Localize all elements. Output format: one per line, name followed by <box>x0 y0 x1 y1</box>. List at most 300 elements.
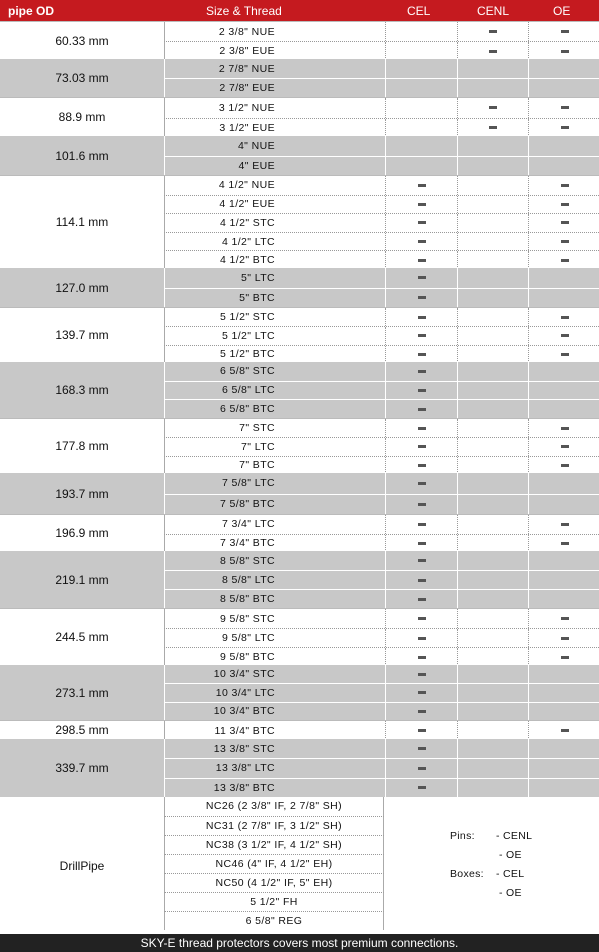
oe-cell <box>528 327 599 344</box>
oe-cell <box>528 196 599 214</box>
availability-mark-icon <box>561 729 569 732</box>
table-row <box>164 702 599 720</box>
cel-cell <box>385 473 457 494</box>
cenl-cell <box>457 739 528 758</box>
oe-cell <box>528 684 599 701</box>
availability-mark-icon <box>561 523 569 526</box>
table-row <box>164 268 599 288</box>
cenl-cell <box>457 214 528 232</box>
availability-mark-icon <box>561 542 569 545</box>
table-row <box>164 308 599 326</box>
cel-cell <box>385 648 457 666</box>
pipe-group <box>0 551 599 608</box>
cel-cell <box>385 684 457 701</box>
table-row <box>164 176 599 195</box>
oe-cell <box>528 473 599 494</box>
oe-cell <box>528 42 599 60</box>
cel-cell <box>385 515 457 534</box>
size-thread-cell: 5 1/2" BTC <box>220 348 275 361</box>
size-thread-cell: 2 7/8" EUE <box>219 82 275 94</box>
availability-mark-icon <box>418 691 426 694</box>
cel-cell <box>385 779 457 797</box>
size-thread-cell: 7" STC <box>239 422 275 435</box>
oe-cell <box>528 438 599 455</box>
table-row <box>164 494 599 515</box>
cel-cell <box>385 289 457 308</box>
cenl-cell <box>457 42 528 60</box>
cel-cell <box>385 419 457 437</box>
pipe-od-label: 168.3 mm <box>55 383 109 397</box>
availability-mark-icon <box>418 637 426 640</box>
oe-cell <box>528 362 599 381</box>
header-oe: OE <box>553 4 571 18</box>
size-thread-cell: 11 3/4" BTC <box>214 724 275 737</box>
oe-cell <box>528 79 599 97</box>
pipe-group <box>0 307 599 362</box>
cel-cell <box>385 268 457 288</box>
pipe-od-label: 177.8 mm <box>55 439 109 453</box>
cenl-cell <box>457 346 528 363</box>
availability-mark-icon <box>561 259 569 262</box>
size-thread-cell: 9 5/8" LTC <box>221 632 275 644</box>
cenl-cell <box>457 590 528 608</box>
oe-cell <box>528 419 599 437</box>
cenl-cell <box>457 473 528 494</box>
table-row <box>164 232 599 251</box>
size-thread-cell: 4" NUE <box>237 139 275 152</box>
cenl-cell <box>457 308 528 326</box>
table-row <box>164 381 599 400</box>
availability-mark-icon <box>561 50 569 53</box>
cenl-cell <box>457 79 528 97</box>
cel-cell <box>385 535 457 553</box>
size-thread-cell: 8 5/8" LTC <box>221 574 275 586</box>
cel-cell <box>385 739 457 758</box>
cenl-cell <box>457 629 528 647</box>
cenl-cell <box>457 382 528 400</box>
table-row <box>164 778 599 797</box>
cenl-cell <box>457 438 528 455</box>
oe-cell <box>528 289 599 308</box>
oe-cell <box>528 136 599 156</box>
oe-cell <box>528 535 599 553</box>
cenl-cell <box>457 515 528 534</box>
availability-mark-icon <box>418 389 426 392</box>
oe-cell <box>528 308 599 326</box>
oe-cell <box>528 665 599 683</box>
cel-cell <box>385 42 457 60</box>
oe-cell <box>528 629 599 647</box>
availability-mark-icon <box>418 296 426 299</box>
availability-mark-icon <box>418 184 426 187</box>
cenl-cell <box>457 98 528 118</box>
legend-boxes-2: - OE <box>499 887 522 899</box>
size-thread-cell: 7 5/8" BTC <box>220 498 275 511</box>
size-thread-cell: 6 5/8" LTC <box>221 384 275 397</box>
cel-cell <box>385 721 457 740</box>
oe-cell <box>528 233 599 251</box>
pipe-group <box>0 21 599 59</box>
cel-cell <box>385 495 457 515</box>
cenl-cell <box>457 157 528 176</box>
size-thread-cell: 7 3/4" BTC <box>220 537 275 550</box>
size-thread-cell: 9 5/8" BTC <box>220 651 275 663</box>
pipe-od-label: 139.7 mm <box>55 328 109 342</box>
cenl-cell <box>457 176 528 195</box>
availability-mark-icon <box>418 579 426 582</box>
availability-mark-icon <box>418 767 426 770</box>
availability-mark-icon <box>418 334 426 337</box>
cenl-cell <box>457 233 528 251</box>
table-row <box>164 758 599 777</box>
oe-cell <box>528 251 599 269</box>
cel-cell <box>385 308 457 326</box>
size-thread-cell: 2 3/8" NUE <box>218 25 275 38</box>
size-thread-cell: 4 1/2" STC <box>220 216 275 229</box>
cel-cell <box>385 590 457 608</box>
size-thread-cell: 5 1/2" LTC <box>221 329 275 342</box>
size-thread-cell: 10 3/4" LTC <box>215 686 275 699</box>
cel-cell <box>385 457 457 474</box>
cel-cell <box>385 438 457 455</box>
drillpipe-size-cell: NC50 (4 1/2" IF, 5" EH) <box>164 873 384 892</box>
table-row <box>164 419 599 437</box>
availability-mark-icon <box>418 729 426 732</box>
header-pipe-od: pipe OD <box>8 4 55 18</box>
availability-mark-icon <box>418 673 426 676</box>
pipe-od-label: 244.5 mm <box>55 630 109 644</box>
table-row <box>164 345 599 363</box>
drillpipe-size-cell: NC38 (3 1/2" IF, 4 1/2" SH) <box>164 835 384 854</box>
drillpipe-size-cell: NC26 (2 3/8" IF, 2 7/8" SH) <box>164 797 384 816</box>
availability-mark-icon <box>418 370 426 373</box>
oe-cell <box>528 346 599 363</box>
availability-mark-icon <box>418 259 426 262</box>
drillpipe-size-cell: NC46 (4" IF, 4 1/2" EH) <box>164 854 384 873</box>
table-row <box>164 647 599 666</box>
cenl-cell <box>457 419 528 437</box>
cenl-cell <box>457 665 528 683</box>
availability-mark-icon <box>418 445 426 448</box>
pipe-od-label: 196.9 mm <box>55 526 109 540</box>
footer-note: SKY-E thread protectors covers most premium connections. <box>0 934 599 952</box>
cenl-cell <box>457 684 528 701</box>
oe-cell <box>528 98 599 118</box>
table-row <box>164 473 599 494</box>
header-size-thread: Size & Thread <box>206 4 282 18</box>
cel-cell <box>385 759 457 777</box>
pipe-od-label: 101.6 mm <box>55 148 109 163</box>
pipe-od-label: 298.5 mm <box>55 723 109 737</box>
table-row <box>164 739 599 758</box>
legend-pins-label: Pins: <box>450 830 475 842</box>
pipe-group <box>0 473 599 514</box>
cel-cell <box>385 629 457 647</box>
table-row <box>164 456 599 474</box>
cenl-cell <box>457 495 528 515</box>
availability-mark-icon <box>561 30 569 33</box>
availability-mark-icon <box>418 408 426 411</box>
availability-mark-icon <box>561 126 569 129</box>
cenl-cell <box>457 196 528 214</box>
cel-cell <box>385 251 457 269</box>
cenl-cell <box>457 551 528 570</box>
cenl-cell <box>457 136 528 156</box>
table-row <box>164 551 599 570</box>
pipe-group <box>0 608 599 665</box>
cenl-cell <box>457 721 528 740</box>
pipe-group <box>0 268 599 307</box>
availability-mark-icon <box>418 240 426 243</box>
availability-mark-icon <box>418 316 426 319</box>
oe-cell <box>528 400 599 418</box>
oe-cell <box>528 157 599 176</box>
table-row <box>164 118 599 138</box>
size-thread-cell: 13 3/8" STC <box>213 742 275 755</box>
cenl-cell <box>457 400 528 418</box>
cel-cell <box>385 196 457 214</box>
size-thread-cell: 7 5/8" LTC <box>221 477 275 490</box>
table-row <box>164 22 599 41</box>
availability-mark-icon <box>561 221 569 224</box>
availability-mark-icon <box>418 427 426 430</box>
oe-cell <box>528 495 599 515</box>
cel-cell <box>385 382 457 400</box>
oe-cell <box>528 779 599 797</box>
table-row <box>164 665 599 683</box>
oe-cell <box>528 759 599 777</box>
cenl-cell <box>457 779 528 797</box>
cel-cell <box>385 233 457 251</box>
table-row <box>164 78 599 97</box>
drillpipe-size-cell: 6 5/8" REG <box>164 911 384 930</box>
table-row <box>164 288 599 308</box>
cenl-cell <box>457 535 528 553</box>
table-row <box>164 98 599 118</box>
size-thread-cell: 8 5/8" STC <box>220 554 275 567</box>
cel-cell <box>385 400 457 418</box>
oe-cell <box>528 551 599 570</box>
size-thread-cell: 7 3/4" LTC <box>221 518 275 531</box>
table-row <box>164 41 599 60</box>
pipe-group <box>0 720 599 739</box>
pipe-od-label: 219.1 mm <box>55 572 109 587</box>
availability-mark-icon <box>489 126 497 129</box>
table-row <box>164 326 599 344</box>
cel-cell <box>385 98 457 118</box>
pipe-group <box>0 59 599 97</box>
oe-cell <box>528 703 599 720</box>
size-thread-cell: 13 3/8" LTC <box>215 762 275 775</box>
size-thread-cell: 3 1/2" NUE <box>218 101 275 114</box>
availability-mark-icon <box>418 353 426 356</box>
header-cel: CEL <box>407 4 431 18</box>
cel-cell <box>385 346 457 363</box>
cel-cell <box>385 362 457 381</box>
pipe-od-label: 73.03 mm <box>55 71 109 85</box>
size-thread-cell: 4 1/2" NUE <box>218 179 275 192</box>
size-thread-cell: 9 5/8" STC <box>220 612 275 625</box>
oe-cell <box>528 268 599 288</box>
drillpipe-label: DrillPipe <box>59 858 105 873</box>
oe-cell <box>528 176 599 195</box>
availability-mark-icon <box>561 316 569 319</box>
oe-cell <box>528 214 599 232</box>
availability-mark-icon <box>561 184 569 187</box>
pipe-group <box>0 97 599 136</box>
availability-mark-icon <box>561 334 569 337</box>
pipe-group <box>0 665 599 720</box>
availability-mark-icon <box>418 598 426 601</box>
oe-cell <box>528 457 599 474</box>
availability-mark-icon <box>418 747 426 750</box>
table-row <box>164 534 599 553</box>
oe-cell <box>528 590 599 608</box>
availability-mark-icon <box>418 559 426 562</box>
availability-mark-icon <box>418 617 426 620</box>
table-header <box>0 0 599 21</box>
oe-cell <box>528 571 599 589</box>
pipe-group <box>0 514 599 551</box>
legend-pins-1: - CENL <box>496 830 533 842</box>
cel-cell <box>385 136 457 156</box>
pipe-group <box>0 136 599 175</box>
availability-mark-icon <box>418 503 426 506</box>
availability-mark-icon <box>561 203 569 206</box>
cenl-cell <box>457 289 528 308</box>
cenl-cell <box>457 119 528 138</box>
table-row <box>164 437 599 455</box>
cel-cell <box>385 571 457 589</box>
cenl-cell <box>457 22 528 41</box>
cel-cell <box>385 327 457 344</box>
availability-mark-icon <box>418 523 426 526</box>
oe-cell <box>528 59 599 78</box>
pipe-od-label: 88.9 mm <box>58 110 106 124</box>
cel-cell <box>385 703 457 720</box>
availability-mark-icon <box>418 221 426 224</box>
size-thread-cell: 4 1/2" EUE <box>219 198 275 211</box>
table-row <box>164 362 599 381</box>
availability-mark-icon <box>418 786 426 789</box>
size-thread-cell: 5" LTC <box>241 271 275 284</box>
availability-mark-icon <box>489 30 497 33</box>
size-thread-cell: 5 1/2" STC <box>220 311 275 324</box>
table-row <box>164 683 599 701</box>
cenl-cell <box>457 703 528 720</box>
availability-mark-icon <box>561 106 569 109</box>
cenl-cell <box>457 268 528 288</box>
availability-mark-icon <box>561 353 569 356</box>
table-row <box>164 570 599 589</box>
legend-pins-2: - OE <box>499 849 522 861</box>
availability-mark-icon <box>489 106 497 109</box>
availability-mark-icon <box>561 617 569 620</box>
availability-mark-icon <box>418 464 426 467</box>
size-thread-cell: 4 1/2" BTC <box>220 254 275 267</box>
cel-cell <box>385 59 457 78</box>
table-row <box>164 515 599 534</box>
pipe-group <box>0 418 599 473</box>
cel-cell <box>385 609 457 628</box>
pipe-group <box>0 362 599 418</box>
pipe-od-label: 193.7 mm <box>55 486 109 501</box>
table-row <box>164 59 599 78</box>
availability-mark-icon <box>418 203 426 206</box>
availability-mark-icon <box>561 445 569 448</box>
availability-mark-icon <box>418 276 426 279</box>
header-cenl: CENL <box>477 4 510 18</box>
table-row <box>164 136 599 156</box>
cel-cell <box>385 176 457 195</box>
cel-cell <box>385 551 457 570</box>
availability-mark-icon <box>561 637 569 640</box>
cel-cell <box>385 665 457 683</box>
pipe-group <box>0 739 599 797</box>
table-row <box>164 195 599 214</box>
oe-cell <box>528 721 599 740</box>
table-row <box>164 250 599 269</box>
pipe-od-label: 339.7 mm <box>55 761 109 775</box>
oe-cell <box>528 609 599 628</box>
availability-mark-icon <box>561 464 569 467</box>
pipe-group <box>0 175 599 268</box>
drillpipe-section <box>0 797 599 934</box>
availability-mark-icon <box>561 240 569 243</box>
cenl-cell <box>457 648 528 666</box>
cel-cell <box>385 157 457 176</box>
drillpipe-size-cell: NC31 (2 7/8" IF, 3 1/2" SH) <box>164 816 384 835</box>
cenl-cell <box>457 759 528 777</box>
size-thread-cell: 4" EUE <box>238 159 275 172</box>
table-row <box>164 628 599 647</box>
table-row <box>164 213 599 232</box>
cenl-cell <box>457 609 528 628</box>
oe-cell <box>528 22 599 41</box>
size-thread-cell: 7" LTC <box>241 440 275 453</box>
oe-cell <box>528 739 599 758</box>
size-thread-cell: 3 1/2" EUE <box>219 121 275 134</box>
size-thread-cell: 13 3/8" BTC <box>213 781 275 794</box>
availability-mark-icon <box>418 482 426 485</box>
oe-cell <box>528 515 599 534</box>
cenl-cell <box>457 457 528 474</box>
size-thread-cell: 10 3/4" BTC <box>213 705 275 718</box>
oe-cell <box>528 648 599 666</box>
availability-mark-icon <box>489 50 497 53</box>
table-row <box>164 609 599 628</box>
cel-cell <box>385 22 457 41</box>
pipe-od-label: 60.33 mm <box>55 33 109 48</box>
cel-cell <box>385 214 457 232</box>
size-thread-cell: 2 7/8" NUE <box>218 62 275 75</box>
oe-cell <box>528 382 599 400</box>
drillpipe-size-cell: 5 1/2" FH <box>164 892 384 911</box>
table-row <box>164 721 599 740</box>
pipe-od-label: 273.1 mm <box>55 685 109 700</box>
oe-cell <box>528 119 599 138</box>
size-thread-cell: 5" BTC <box>239 291 275 304</box>
availability-mark-icon <box>418 542 426 545</box>
size-thread-cell: 10 3/4" STC <box>213 668 275 681</box>
availability-mark-icon <box>418 656 426 659</box>
size-thread-cell: 6 5/8" STC <box>220 365 275 378</box>
size-thread-cell: 6 5/8" BTC <box>220 403 275 416</box>
availability-mark-icon <box>561 656 569 659</box>
availability-mark-icon <box>418 710 426 713</box>
cenl-cell <box>457 251 528 269</box>
cenl-cell <box>457 571 528 589</box>
